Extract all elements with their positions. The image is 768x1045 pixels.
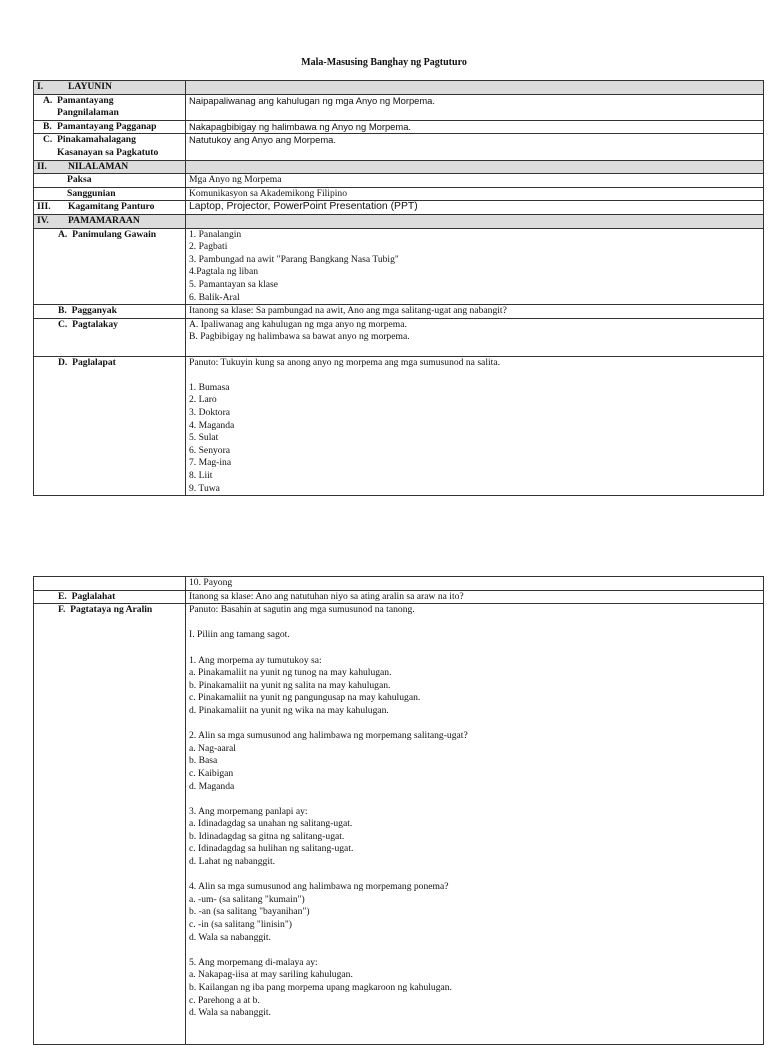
empty-cell: [186, 214, 764, 228]
question: 2. Alin sa mga sumusunod ang halimbawa ng morpemang salitang-ugat?: [189, 730, 468, 742]
label-paglalahat: E. Paglalahat: [34, 590, 186, 604]
choice: d. Lahat ng nabanggit.: [189, 856, 276, 868]
choice: b. Basa: [189, 755, 218, 767]
row-pagtataya: [34, 604, 764, 1045]
label-line: Pamantayang: [57, 94, 114, 106]
list-item: A. Ipaliwanag ang kahulugan ng mga anyo ng morpema.: [189, 318, 407, 330]
list-item: 3. Doktora: [189, 407, 231, 419]
list-item: 2. Laro: [189, 394, 217, 406]
row-paglalapat-continued: [34, 577, 764, 591]
empty-cell: [186, 160, 764, 174]
content-pamantayang-pagganap: Nakapagbibigay ng halimbawa ng Anyo ng Morpema.: [186, 120, 764, 134]
empty-cell: [186, 81, 764, 95]
row-pamantayang-pangnilalaman: [34, 94, 764, 120]
list-item: 7. Mag-ina: [189, 457, 232, 469]
section-label: PAMAMARAAN: [68, 214, 140, 226]
row-pamantayang-pagganap: [34, 120, 764, 134]
label-pamantayang-pagganap: [34, 120, 186, 134]
content-kagamitan: Laptop, Projector, PowerPoint Presentation (PPT): [186, 201, 764, 215]
item-letter: A.: [43, 94, 53, 106]
content-paksa: Mga Anyo ng Morpema: [186, 174, 764, 188]
choice: d. Wala sa nabanggit.: [189, 931, 271, 943]
row-panimulang-gawain: [34, 228, 764, 305]
row-pagganyak: [34, 305, 764, 319]
choice: c. Kaibigan: [189, 767, 234, 779]
label-pagtataya: F. Pagtataya ng Aralin: [34, 604, 186, 1045]
question: 4. Alin sa mga sumusunod ang halimbawa ng morpemang ponema?: [189, 881, 449, 893]
panuto: Panuto: Tukuyin kung sa anong anyo ng morpema ang mga sumusunod na salita.: [189, 356, 500, 368]
choice: d. Maganda: [189, 780, 235, 792]
choice: b. Pinakamaliit na yunit ng salita na may kahulugan.: [189, 679, 391, 691]
label-paglalapat: D. Paglalapat: [34, 356, 186, 496]
list-item: 2. Pagbati: [189, 241, 228, 253]
section-number: II.: [37, 160, 47, 172]
content-pamantayang-pangnilalaman: Naipapaliwanag ang kahulugan ng mga Anyo ng Morpema.: [186, 94, 764, 120]
choice: a. Nag-aaral: [189, 742, 236, 754]
label-paksa: Paksa: [34, 174, 186, 188]
choice: c. Pinakamaliit na yunit ng pangungusap na may kahulugan.: [189, 692, 421, 704]
row-pagtalakay: [34, 318, 764, 356]
section-number: I.: [37, 81, 44, 92]
label-sanggunian: Sanggunian: [34, 187, 186, 201]
question: 5. Ang morpemang di-malaya ay:: [189, 956, 318, 968]
label-line: Pamantayang Pagganap: [57, 120, 157, 132]
section-number: IV.: [37, 214, 49, 226]
choice: a. Pinakamaliit na yunit ng tunog na may kahulugan.: [189, 667, 392, 679]
label-pinakamahalagang-kasanayan: [34, 134, 186, 160]
list-item: 3. Pambungad na awit "Parang Bangkang Nasa Tubig": [189, 253, 399, 265]
choice: b. -an (sa salitang "bayanihan"): [189, 906, 310, 918]
row-paksa: [34, 174, 764, 188]
question: 1. Ang morpema ay tumutukoy sa:: [189, 654, 322, 666]
content-paglalapat-continued: 10. Payong: [186, 577, 764, 591]
list-item: 5. Pamantayan sa klase: [189, 278, 278, 290]
content-sanggunian: Komunikasyon sa Akademikong Filipino: [186, 187, 764, 201]
label-pamantayang-pangnilalaman: [34, 94, 186, 120]
row-paglalahat: [34, 590, 764, 604]
section-row-layunin: [34, 81, 764, 95]
section-heading-nilalaman: [34, 160, 186, 174]
content-pagtataya: [186, 604, 764, 1045]
section-row-pamamaraan: [34, 214, 764, 228]
row-sanggunian: [34, 187, 764, 201]
label-line: Pangnilalaman: [57, 107, 119, 119]
choice: b. Kailangan ng iba pang morpema upang magkaroon ng kahulugan.: [189, 982, 452, 993]
section-label: Kagamitang Panturo: [68, 201, 155, 213]
section-label: LAYUNIN: [68, 81, 112, 92]
content-pagganyak: Itanong sa klase: Sa pambungad na awit, Ano ang mga salitang-ugat ang nabangit?: [186, 305, 764, 319]
item-letter: C.: [43, 134, 53, 146]
choice: a. Nakapag-iisa at may sariling kahulugan.: [189, 969, 353, 981]
choice: d. Wala sa nabanggit.: [189, 1007, 271, 1019]
label-line: Pinakamahalagang: [57, 134, 136, 146]
list-item: 4.Pagtala ng liban: [189, 266, 259, 278]
item-letter: B.: [43, 120, 52, 132]
lesson-plan-table-page2: [33, 576, 764, 1045]
row-pinakamahalagang-kasanayan: [34, 134, 764, 160]
panuto: Panuto: Basahin at sagutin ang mga sumusunod na tanong.: [189, 604, 415, 616]
empty-cell: [34, 577, 186, 591]
list-item: B. Pagbibigay ng halimbawa sa bawat anyo ng morpema.: [189, 331, 410, 343]
list-item: 1. Bumasa: [189, 381, 230, 393]
choice: d. Pinakamaliit na yunit ng wika na may kahulugan.: [189, 704, 389, 716]
list-item: 1. Panalangin: [189, 228, 242, 240]
section-heading-pamamaraan: [34, 214, 186, 228]
label-line: Kasanayan sa Pagkatuto: [57, 146, 159, 158]
choice: c. -in (sa salitang "linisin"): [189, 919, 292, 931]
list-item: 6. Balik-Aral: [189, 291, 240, 303]
list-item: 9. Tuwa: [189, 482, 220, 494]
content-pagtalakay: [186, 318, 764, 356]
choice: c. Idinadagdag sa hulihan ng salitang-ugat.: [189, 843, 354, 855]
list-item: 8. Liit: [189, 470, 213, 482]
content-pinakamahalagang-kasanayan: Natutukoy ang Anyo ang Morpema.: [186, 134, 764, 160]
label-panimulang-gawain: A. Panimulang Gawain: [34, 228, 186, 305]
row-paglalapat: [34, 356, 764, 496]
choice: b. Idinadagdag sa gitna ng salitang-ugat.: [189, 830, 345, 842]
label-pagtalakay: C. Pagtalakay: [34, 318, 186, 356]
content-paglalapat: [186, 356, 764, 496]
section-number: III.: [37, 201, 51, 213]
label-pagganyak: B. Pagganyak: [34, 305, 186, 319]
section-row-nilalaman: [34, 160, 764, 174]
lesson-plan-table-page1: [33, 80, 764, 496]
content-paglalahat: Itanong sa klase: Ano ang natutuhan niyo sa ating aralin sa araw na ito?: [186, 590, 764, 604]
section-label: NILALAMAN: [68, 160, 129, 172]
list-item: 6. Senyora: [189, 444, 231, 456]
choice: c. Parehong a at b.: [189, 994, 260, 1006]
list-item: 5. Sulat: [189, 432, 219, 444]
test-part-heading: I. Piliin ang tamang sagot.: [189, 629, 290, 641]
content-panimulang-gawain: [186, 228, 764, 305]
list-item: 4. Maganda: [189, 419, 235, 431]
section-heading-kagamitan: [34, 201, 186, 215]
question: 3. Ang morpemang panlapi ay:: [189, 805, 308, 817]
section-heading-layunin: [34, 81, 186, 95]
section-row-kagamitan: [34, 201, 764, 215]
choice: a. -um- (sa salitang "kumain"): [189, 893, 305, 905]
choice: a. Idinadagdag sa unahan ng salitang-ugat.: [189, 818, 353, 830]
document-title: Mala-Masusing Banghay ng Pagtuturo: [301, 57, 467, 68]
